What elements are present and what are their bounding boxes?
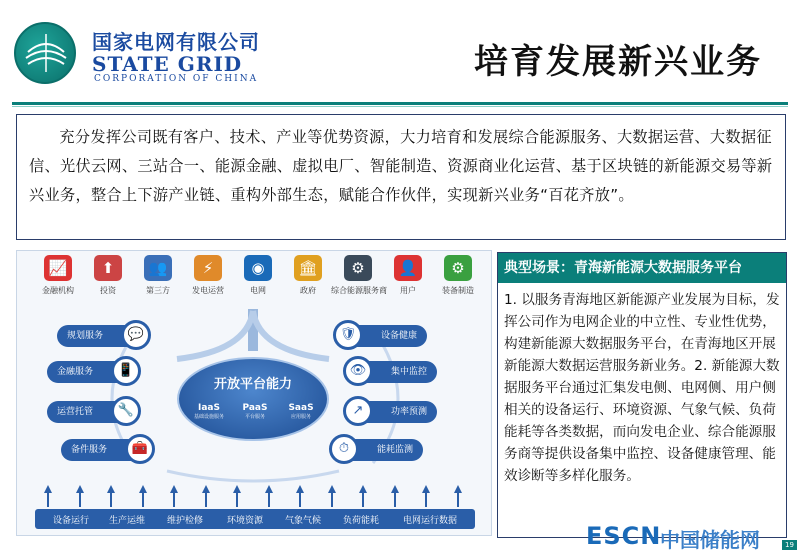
stakeholder-label: 装备制造 bbox=[442, 286, 474, 295]
qsis-icon: ⬆ bbox=[94, 255, 122, 281]
stakeholder-label: 第三方 bbox=[146, 286, 170, 295]
company-name-cn: 国家电网有限公司 bbox=[92, 30, 260, 54]
left-service-label: 金融服务 bbox=[57, 367, 94, 377]
chat-icon: 💬 bbox=[121, 320, 151, 350]
intro-text: 充分发挥公司既有客户、技术、产业等优势资源，大力培育和发展综合能源服务、大数据运营、大数据征信、光伏云网、三站合一、能源金融、虚拟电厂、智能制造、资源商业化运营、基于区块链的新能源交易等新兴业务，整合上下游产业链、重构外部生态，赋能合作伙伴，实现新兴业务“百花齐放”。 bbox=[29, 128, 773, 204]
data-source-label: 维护检修 bbox=[167, 516, 204, 526]
arrow-stem bbox=[299, 491, 301, 507]
service-sub: 应用服务 bbox=[290, 414, 311, 420]
data-source-label: 环境资源 bbox=[227, 516, 264, 526]
stakeholder-label: 投资 bbox=[100, 286, 116, 295]
logo-ring bbox=[8, 14, 84, 90]
power-icon: ⚡ bbox=[194, 255, 222, 281]
stakeholder-7 bbox=[381, 255, 435, 296]
arrow-stem bbox=[236, 491, 238, 507]
case-panel bbox=[497, 252, 787, 538]
right-service-label: 能耗监测 bbox=[376, 445, 413, 455]
stakeholder-5 bbox=[281, 255, 335, 296]
eye-icon: 👁 bbox=[343, 356, 373, 386]
left-service-label: 运营托管 bbox=[57, 407, 94, 417]
company-name-en: STATE GRID bbox=[92, 52, 243, 76]
arrow-stem bbox=[173, 491, 175, 507]
stakeholder-3 bbox=[181, 255, 235, 296]
chart-icon: 📈 bbox=[44, 255, 72, 281]
gear-person-icon: ⚙ bbox=[344, 255, 372, 281]
page-number: 19 bbox=[782, 540, 797, 550]
arrow-stem bbox=[268, 491, 270, 507]
left-service-item bbox=[47, 361, 135, 383]
case-header: 典型场景：青海新能源大数据服务平台 bbox=[498, 253, 786, 283]
stakeholder-0 bbox=[31, 255, 85, 296]
left-service-item bbox=[61, 439, 149, 461]
company-name-en-sub: CORPORATION OF CHINA bbox=[94, 74, 259, 84]
service-sub: 平台服务 bbox=[244, 414, 265, 420]
stakeholder-label: 金融机构 bbox=[42, 286, 74, 295]
grid-icon: ◉ bbox=[244, 255, 272, 281]
people-icon: 👥 bbox=[144, 255, 172, 281]
arrow-stem bbox=[79, 491, 81, 507]
right-service-item bbox=[335, 439, 423, 461]
government-icon: 🏛 bbox=[294, 255, 322, 281]
service-layer bbox=[279, 403, 323, 420]
data-source-label: 气象气候 bbox=[285, 516, 322, 526]
stakeholder-2 bbox=[131, 255, 185, 296]
data-source-label: 负荷能耗 bbox=[343, 516, 380, 526]
watermark-cn: 中国储能网 bbox=[660, 528, 760, 552]
data-source-label: 电网运行数据 bbox=[403, 516, 458, 526]
stakeholder-label: 电网 bbox=[250, 286, 266, 295]
stakeholder-4 bbox=[231, 255, 285, 296]
right-service-item bbox=[339, 325, 427, 347]
phone-icon: 📱 bbox=[111, 356, 141, 386]
right-service-item bbox=[349, 401, 437, 423]
chart-icon: ↗ bbox=[343, 396, 373, 426]
service-name: SaaS bbox=[288, 403, 314, 413]
service-name: IaaS bbox=[198, 403, 220, 413]
stakeholder-8 bbox=[431, 255, 485, 296]
user-icon: 👤 bbox=[394, 255, 422, 281]
service-sub: 基础设施服务 bbox=[193, 414, 224, 420]
stakeholder-1 bbox=[81, 255, 135, 296]
service-layer bbox=[233, 403, 277, 420]
stakeholder-label: 政府 bbox=[300, 286, 316, 295]
arrow-stem bbox=[394, 491, 396, 507]
right-service-item bbox=[349, 361, 437, 383]
gauge-icon: ⏱ bbox=[329, 434, 359, 464]
arrow-stem bbox=[457, 491, 459, 507]
watermark-escn: ESCN bbox=[586, 522, 662, 550]
arrow-stem bbox=[331, 491, 333, 507]
arrow-stem bbox=[142, 491, 144, 507]
gear-icon: ⚙ bbox=[444, 255, 472, 281]
open-platform-core bbox=[177, 357, 329, 441]
arrow-stem bbox=[205, 491, 207, 507]
shield-icon: 🛡 bbox=[333, 320, 363, 350]
stakeholder-label: 综合能源服务商 bbox=[331, 286, 387, 295]
stakeholder-label: 发电运营 bbox=[192, 286, 224, 295]
stakeholder-label: 用户 bbox=[400, 286, 416, 295]
right-service-label: 设备健康 bbox=[380, 331, 417, 341]
left-service-item bbox=[57, 325, 145, 347]
open-platform-title: 开放平台能力 bbox=[213, 377, 292, 392]
arrow-stem bbox=[47, 491, 49, 507]
case-body: 1. 以服务青海地区新能源产业发展为目标，发挥公司作为电网企业的中立性、专业性优势，构建新能源大数据服务平台，在青海地区开展新能源大数据运营服务新业务。2. 新能源大数据服务平台通过汇集发电侧、电网侧、用户侧相关的设备运行、环境资源、气象气候、负荷能耗等各类数据，而向发电企业、综合能源服务商等提供设备集中监控、设备健康管理、能效诊断等多样化服务。 bbox=[504, 292, 780, 484]
left-service-label: 规划服务 bbox=[67, 331, 104, 341]
title-divider bbox=[12, 102, 788, 105]
stakeholder-6 bbox=[331, 255, 385, 296]
title-divider-thin bbox=[12, 106, 788, 107]
intro-box bbox=[16, 114, 786, 240]
service-layer bbox=[187, 403, 231, 420]
right-service-label: 功率预测 bbox=[390, 407, 427, 417]
arrow-stem bbox=[425, 491, 427, 507]
platform-diagram bbox=[16, 250, 492, 536]
left-service-label: 备件服务 bbox=[71, 445, 108, 455]
wrench-icon: 🔧 bbox=[111, 396, 141, 426]
page-title: 培育发展新兴业务 bbox=[474, 42, 762, 82]
left-service-item bbox=[47, 401, 135, 423]
data-source-label: 设备运行 bbox=[53, 516, 90, 526]
right-service-label: 集中监控 bbox=[390, 367, 427, 377]
arrow-stem bbox=[362, 491, 364, 507]
toolbox-icon: 🧰 bbox=[125, 434, 155, 464]
service-name: PaaS bbox=[242, 403, 268, 413]
arrow-stem bbox=[110, 491, 112, 507]
data-source-label: 生产运维 bbox=[109, 516, 146, 526]
